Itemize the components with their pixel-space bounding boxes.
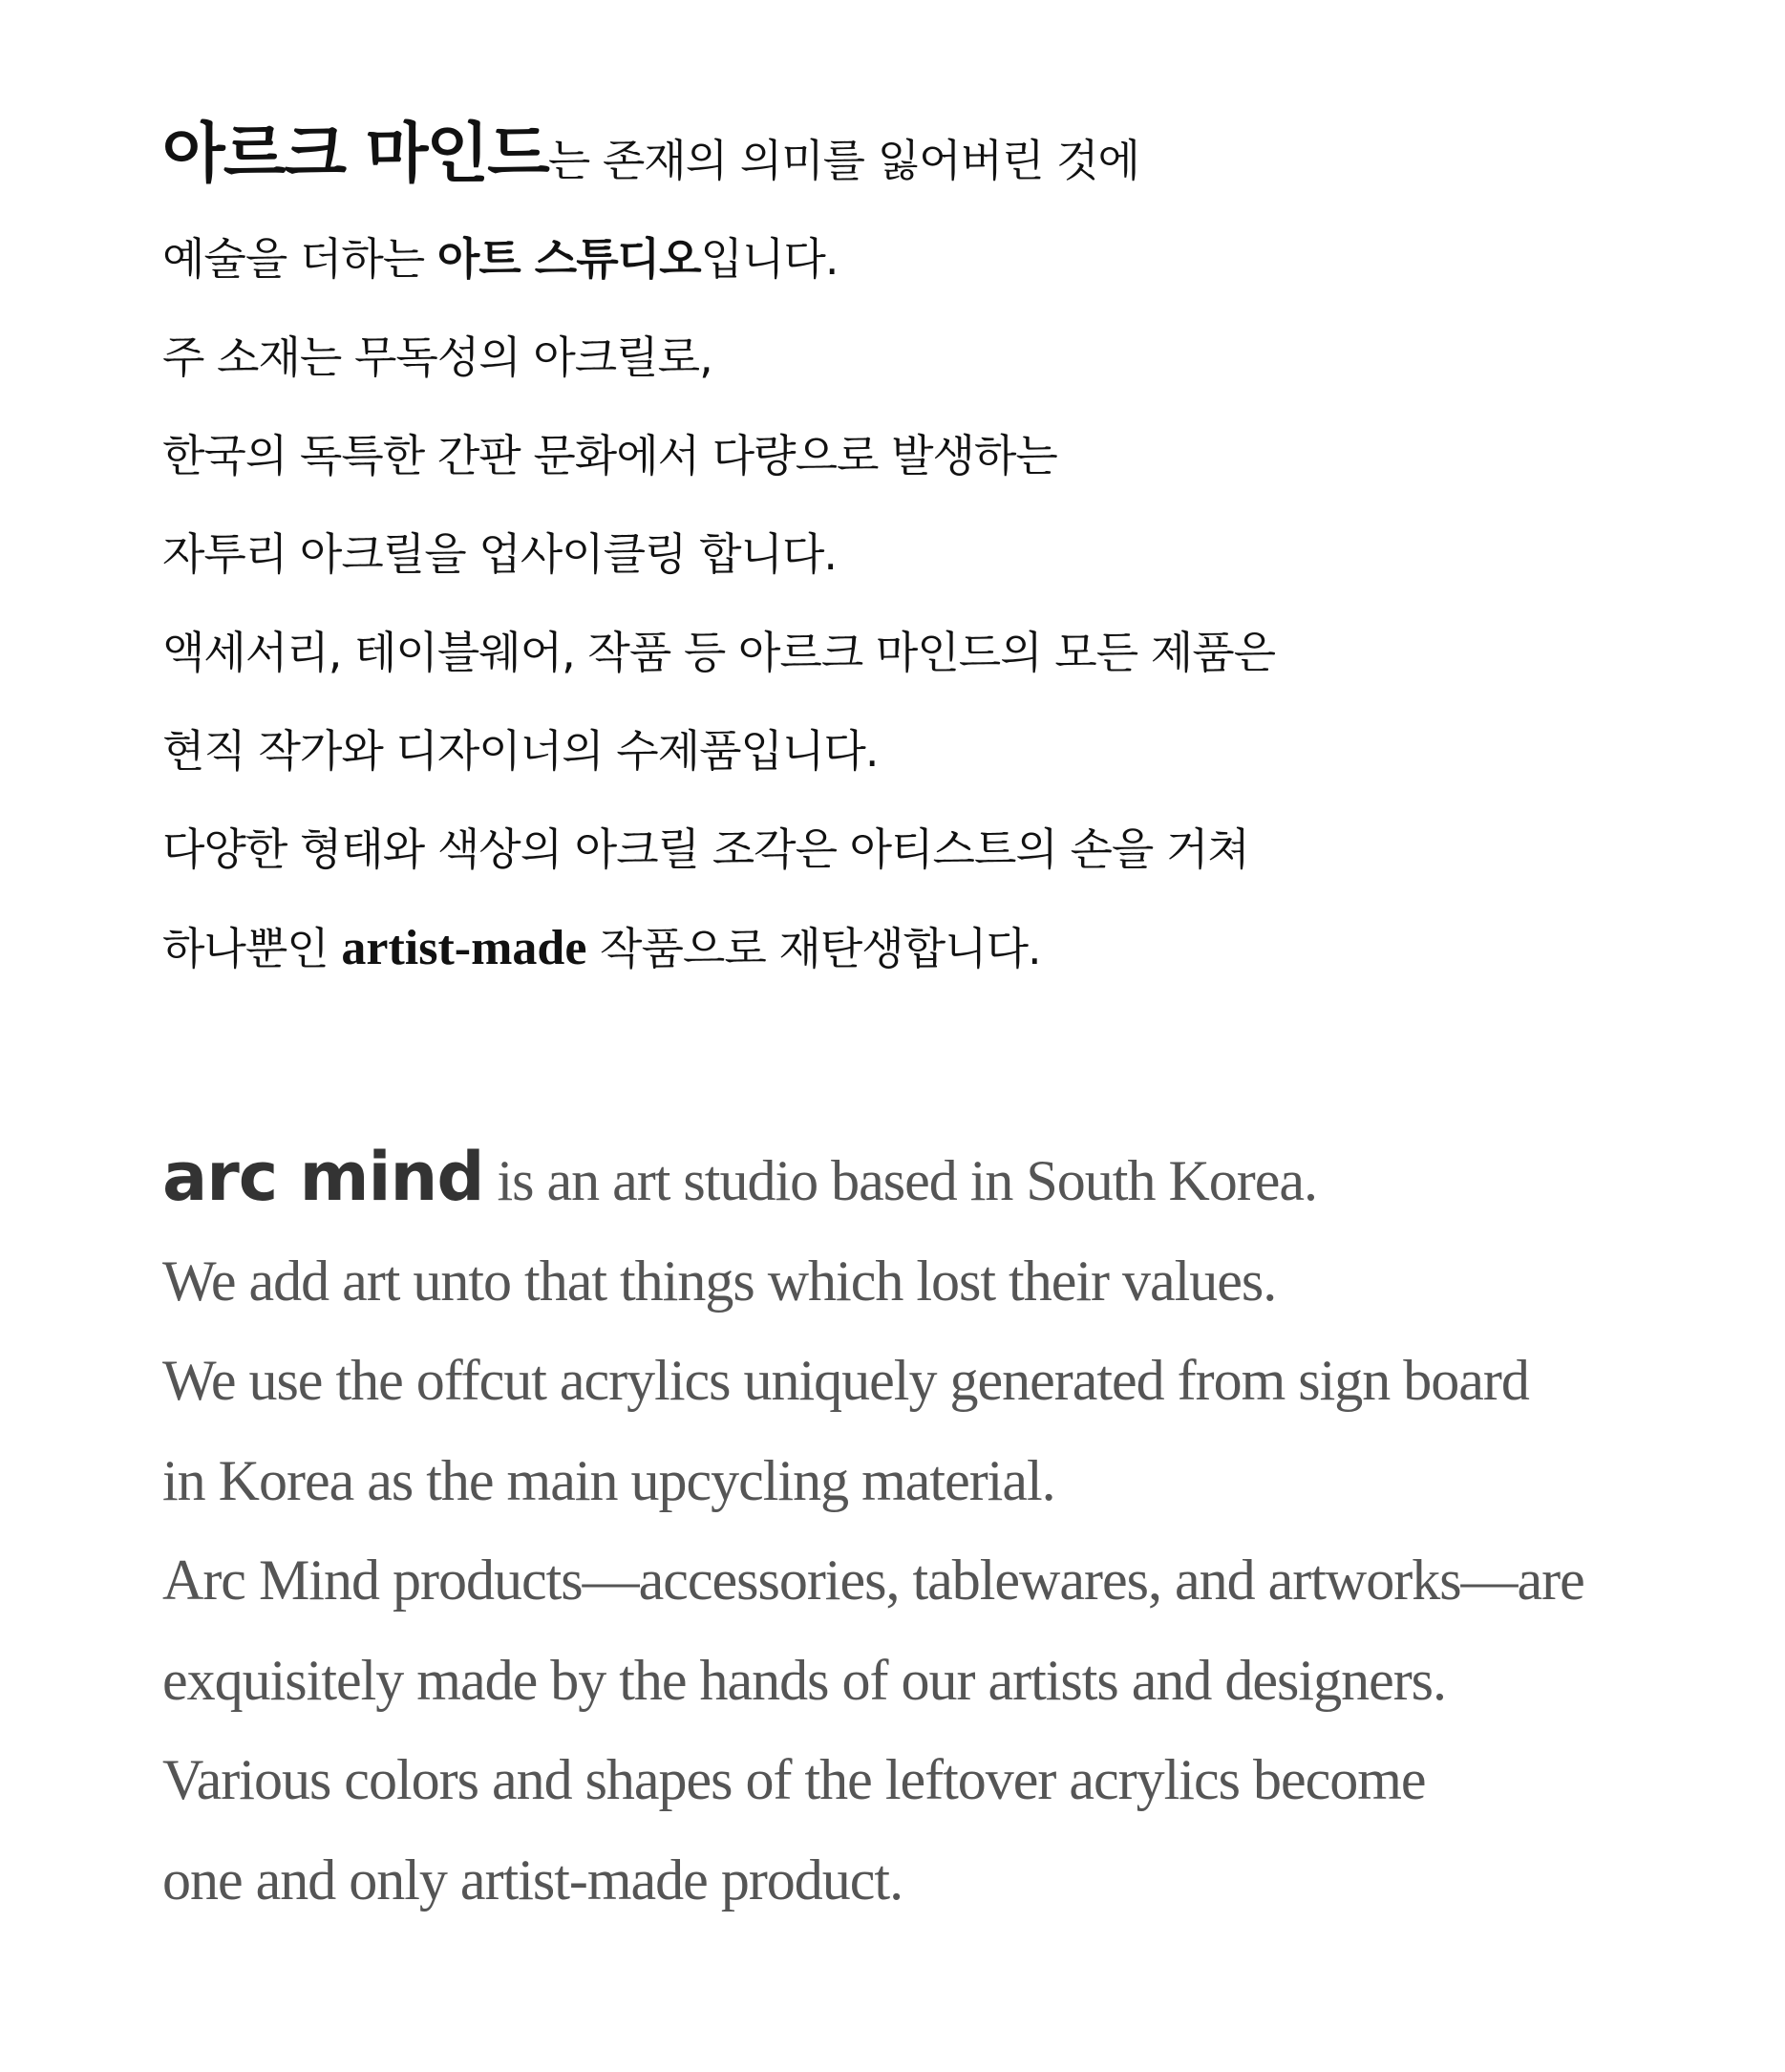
english-intro (162, 1127, 1710, 1930)
english-line-5: Arc Mind products—accessories, tablewares, and artworks—are (162, 1549, 1584, 1612)
english-line-2: We add art unto that things which lost their values. (162, 1249, 1277, 1313)
english-line-1-text: is an art studio based in South Korea. (483, 1149, 1318, 1212)
english-line-1 (162, 1127, 1710, 1231)
korean-line-2-post: 입니다. (700, 233, 839, 285)
korean-line-4: 한국의 독특한 간판 문화에서 다량으로 발생하는 (162, 430, 1057, 481)
art-studio-emphasis: 아트 스튜디오 (436, 233, 701, 285)
brand-name-korean: 아르크 마인드 (162, 117, 548, 192)
korean-line-6: 액세서리, 테이블웨어, 작품 등 아르크 마인드의 모든 제품은 (162, 627, 1276, 678)
korean-line-5: 자투리 아크릴을 업사이클링 합니다. (162, 528, 838, 580)
korean-line-9 (162, 899, 1710, 998)
english-line-8: one and only artist-made product. (162, 1848, 903, 1912)
artist-made-emphasis: artist-made (341, 921, 587, 975)
english-line-4: in Korea as the main upcycling material. (162, 1448, 1055, 1512)
korean-intro (162, 105, 1710, 998)
korean-line-1-text: 는 존재의 의미를 잃어버린 것에 (547, 135, 1139, 186)
korean-line-2-pre: 예술을 더하는 (162, 233, 437, 285)
english-line-6: exquisitely made by the hands of our artists and designers. (162, 1648, 1447, 1712)
korean-line-7: 현직 작가와 디자이너의 수제품입니다. (162, 725, 879, 777)
english-line-7: Various colors and shapes of the leftover acrylics become (162, 1748, 1426, 1811)
korean-line-9-pre: 하나뿐인 (162, 923, 342, 974)
english-line-3: We use the offcut acrylics uniquely generated from sign board (162, 1349, 1529, 1412)
korean-line-2 (162, 210, 1710, 309)
korean-line-1 (162, 105, 1710, 210)
korean-line-9-post: 작품으로 재탄생합니다. (586, 923, 1041, 974)
korean-line-8: 다양한 형태와 색상의 아크릴 조각은 아티스트의 손을 거쳐 (162, 823, 1249, 875)
korean-line-3: 주 소재는 무독성의 아크릴로, (162, 331, 712, 383)
brand-name-english: arc mind (162, 1138, 484, 1216)
